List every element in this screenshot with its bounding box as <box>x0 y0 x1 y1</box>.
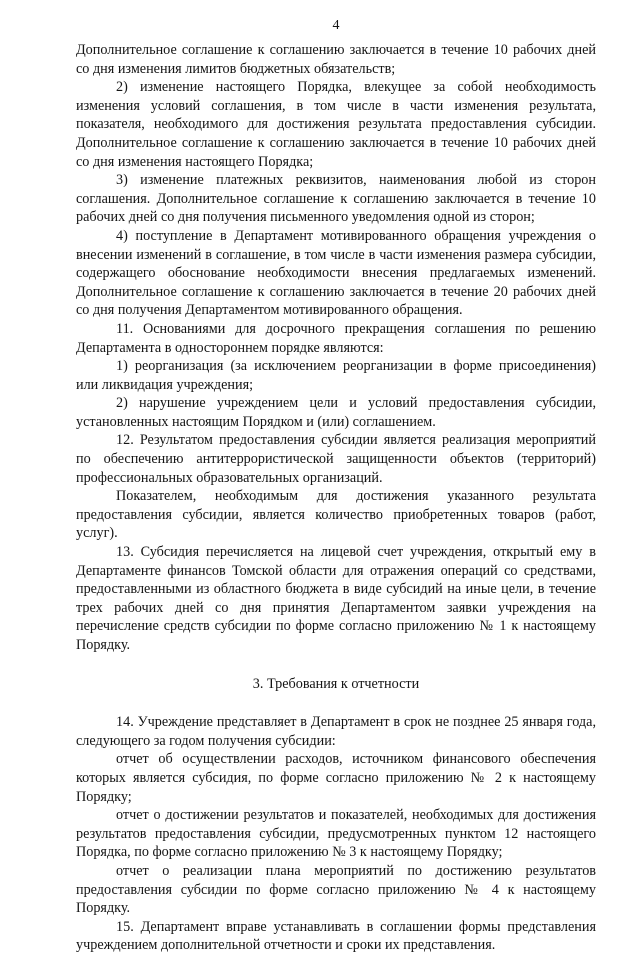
text-block-before-heading <box>76 41 596 655</box>
paragraph-report-expenses: отчет об осуществлении расходов, источником финансового обеспечения которых является субсидия, по форме согласно приложению № 2 к настоящему Порядку; <box>76 751 596 805</box>
section-heading: 3. Требования к отчетности <box>252 675 420 692</box>
paragraph-item-4: 4) поступление в Департамент мотивированного обращения учреждения о внесении изменений в соглашение, в том числе в части изменения размера субсидии, содержащего обоснование необходимости внесения предлагаемых изменений. Дополнительное соглашение к соглашению заключается в течение 20 рабочих дней со дня получения Департаментом мотивированного обращения. <box>76 227 596 319</box>
paragraph-clause-13: 13. Субсидия перечисляется на лицевой счет учреждения, открытый ему в Департаменте финансов Томской области для отражения операций со средствами, предоставленными из областного бюджета в виде субсидий на иные цели, в течение трех рабочих дней со дня принятия Департаментом заявки учреждения на перечисление средств субсидии по форме согласно приложению № 1 к настоящему Порядку. <box>76 544 596 653</box>
paragraph-clause-15: 15. Департамент вправе устанавливать в соглашении формы представления учреждением дополнительной отчетности и сроки их представления. <box>76 918 596 954</box>
paragraph-continuation: Дополнительное соглашение к соглашению заключается в течение 10 рабочих дней со дня изменения лимитов бюджетных обязательств; <box>76 42 596 77</box>
paragraph-indicator: Показателем, необходимым для достижения указанного результата предоставления субсидии, является количество приобретенных товаров (работ, услуг). <box>76 488 596 542</box>
paragraph-item-2: 2) изменение настоящего Порядка, влекущее за собой необходимость изменения условий соглашения, в том числе в части изменения результата, показателя, необходимого для достижения результата предоставления субсидии. Дополнительное соглашение к соглашению заключается в течение 10 рабочих дней со дня изменения настоящего Порядка; <box>76 79 596 170</box>
paragraph-clause-11: 11. Основаниями для досрочного прекращения соглашения по решению Департамента в одностороннем порядке являются: <box>76 320 596 356</box>
paragraph-item-3: 3) изменение платежных реквизитов, наименования любой из сторон соглашения. Дополнительное соглашение к соглашению заключается в течение 10 рабочих дней со дня получения письменного уведомления одной из сторон; <box>76 172 596 226</box>
paragraph-report-plan: отчет о реализации плана мероприятий по достижению результатов предоставления субсидии по форме согласно приложению № 4 к настоящему Порядку. <box>76 862 596 917</box>
text-block-after-heading <box>76 713 596 955</box>
paragraph-clause-11-item-1: 1) реорганизация (за исключением реорганизации в форме присоединения) или ликвидация учреждения; <box>76 358 596 393</box>
paragraph-clause-11-item-2: 2) нарушение учреждением цели и условий предоставления субсидии, установленных настоящим Порядком и (или) соглашением. <box>76 395 596 430</box>
paragraph-clause-12: 12. Результатом предоставления субсидии является реализация мероприятий по обеспечению антитеррористической защищенности объектов (территорий) профессиональных образовательных организаций. <box>76 432 596 486</box>
paragraph-report-results: отчет о достижении результатов и показателей, необходимых для достижения результатов предоставления субсидии, предусмотренных пунктом 12 настоящего Порядка, по форме согласно приложению № 3 к настоящему Порядку; <box>76 807 596 861</box>
document-page <box>76 18 596 955</box>
page-number: 4 <box>332 18 340 33</box>
paragraph-clause-14: 14. Учреждение представляет в Департамент в срок не позднее 25 января года, следующего за годом получения субсидии: <box>76 714 596 749</box>
